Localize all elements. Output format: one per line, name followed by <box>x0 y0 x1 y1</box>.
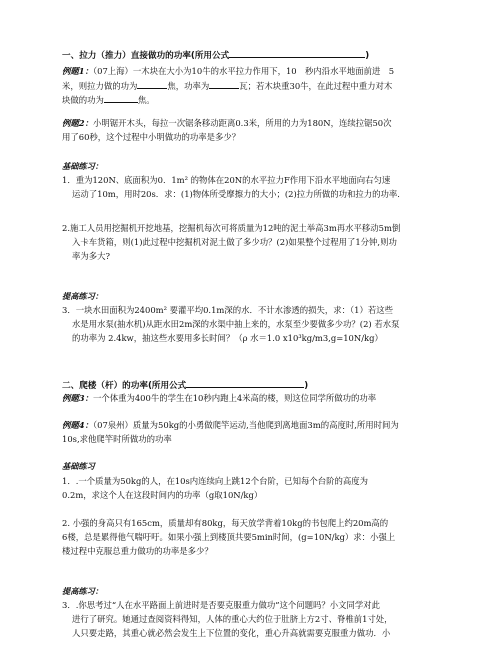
practice2-title: 基础练习 <box>62 461 95 471</box>
example1-text-2a: 米，则拉力做的功为 <box>62 81 138 91</box>
example4-line2: 10s,求他爬竿时所做功的功率 <box>62 434 172 444</box>
section2-heading <box>62 379 308 392</box>
formula-blank-1 <box>229 49 365 58</box>
advanced2-q3-line3: 人只要走路，其重心就必然会发生上下位置的变化，重心升高就需要克服重力做功．小 <box>72 628 391 638</box>
example1-text-3a: 块做的功为 <box>62 95 104 105</box>
advanced2-title: 提高练习： <box>62 586 103 596</box>
answer-blank-gravity-work <box>104 94 138 103</box>
example3-text-1: 一个体重为400牛的学生在10秒内跑上4米高的楼，则这位同学所做功的功率 <box>92 393 377 403</box>
example2-line2: 用了60秒，这个过程中小明做功的功率是多少？ <box>62 132 241 142</box>
example4-text-1: （07泉州）质量为50kg的小勇做爬竿运动,当他爬到离地面3m的高度时,所用时间为 <box>92 420 399 430</box>
section1-heading-text: 一、拉力（推力）直接做功的功率(所用公式 <box>62 51 230 61</box>
example1-line3 <box>62 94 155 106</box>
section2-heading-text: 二、爬楼（杆）的功率(所用公式 <box>62 381 187 391</box>
formula-blank-2 <box>186 379 304 388</box>
example4-line1 <box>62 420 399 431</box>
advanced1-q3-line1: 3．一块水田面积为2400m² 要灌平均0.1m深的水．不计水渗透的损失，求：（1）若这些 <box>62 305 393 315</box>
example1-text-2c: 瓦；若木块重30牛，在此过程中重力对木 <box>239 81 393 91</box>
practice1-title: 基础练习： <box>62 161 103 171</box>
example1-line1 <box>62 66 394 77</box>
example2-text-1: 小明锯开木头，每拉一次锯条移动距离0.3米，所用的力为180N，连续拉锯50次 <box>92 118 392 128</box>
advanced1-title: 提高练习： <box>62 291 103 301</box>
advanced2-q3-line2: 进行了研究。她通过查阅资料得知，人体的重心大约位于肚脐上方2寸、脊椎前1寸处， <box>72 614 393 624</box>
practice1-q2-line2: 入卡车货箱，则(1)此过程中挖掘机对泥土做了多少功？(2)如果整个过程用了1分钟,则功 <box>72 237 397 247</box>
practice2-q1-line2: 0.2m，求这个人在这段时间内的功率（g取10N/kg） <box>62 490 263 500</box>
practice1-q1-line2: 运动了10m，用时20s．求：(1)物体所受摩擦力的大小；(2)拉力所做的功和拉力的功率． <box>72 189 406 199</box>
advanced2-q3-line1: 3．.你思考过“人在水平路面上前进时是否要克服重力做功”这个问题吗？小文同学对此 <box>62 600 381 610</box>
example1-text-3b: 焦。 <box>137 95 155 105</box>
section1-heading-close: ) <box>365 51 370 61</box>
example1-label: 例题1： <box>62 66 93 76</box>
example1-text-1: （07上海）一木块在大小为10牛的水平拉力作用下，10 秒内沿水平地面前进 5 <box>92 66 395 76</box>
practice2-q2-line1: 2. 小强的身高只有165cm，质量却有80kg，每天放学背着10kg的书包爬上约20m高的 <box>62 518 389 528</box>
example1-line2 <box>62 80 392 92</box>
answer-blank-power <box>209 80 239 89</box>
practice2-q1-line1: 1．.一个质量为50kg的人，在10s内连续向上跳12个台阶，已知每个台阶的高度为 <box>62 476 368 486</box>
section1-heading <box>62 49 369 62</box>
example4-label: 例题4： <box>62 420 93 430</box>
advanced1-q3-line3: 的功率为 2.4kw，抽这些水要用多长时间？（ρ 水＝1.0 x10³kg/m3,g=10N/kg） <box>72 333 383 343</box>
practice1-q2-line3: 率为多大? <box>72 251 110 261</box>
practice2-q2-line3: 楼过程中克服总重力做功的功率是多少？ <box>62 546 213 556</box>
practice1-q1-line1: 1．重为120N、底面积为0．1m² 的物体在20N的水平拉力F作用下沿水平地面向右匀速 <box>62 175 391 185</box>
example2-line1 <box>62 118 392 129</box>
example3-line1 <box>62 393 376 404</box>
practice2-q2-line2: 6楼，总是累得他气喘吁吁。如果小强上到楼顶共要5min时间，(g=10N/kg）求：小强上 <box>62 532 396 542</box>
practice1-q2-line1: 2.施工人员用挖掘机开挖地基，挖掘机每次可将质量为12吨的泥土举高3m再水平移动5m倒 <box>62 223 401 233</box>
example3-label: 例题3： <box>62 393 93 403</box>
section2-heading-close: ) <box>304 381 309 391</box>
advanced1-q3-line2: 水是用水泵(抽水机)从距水田2m深的水渠中抽上来的，水泵至少要做多少功？(2) 若水泵 <box>72 319 400 329</box>
answer-blank-work <box>137 80 167 89</box>
example2-label: 例题2： <box>62 118 93 128</box>
example1-text-2b: 焦，功率为 <box>167 81 210 91</box>
